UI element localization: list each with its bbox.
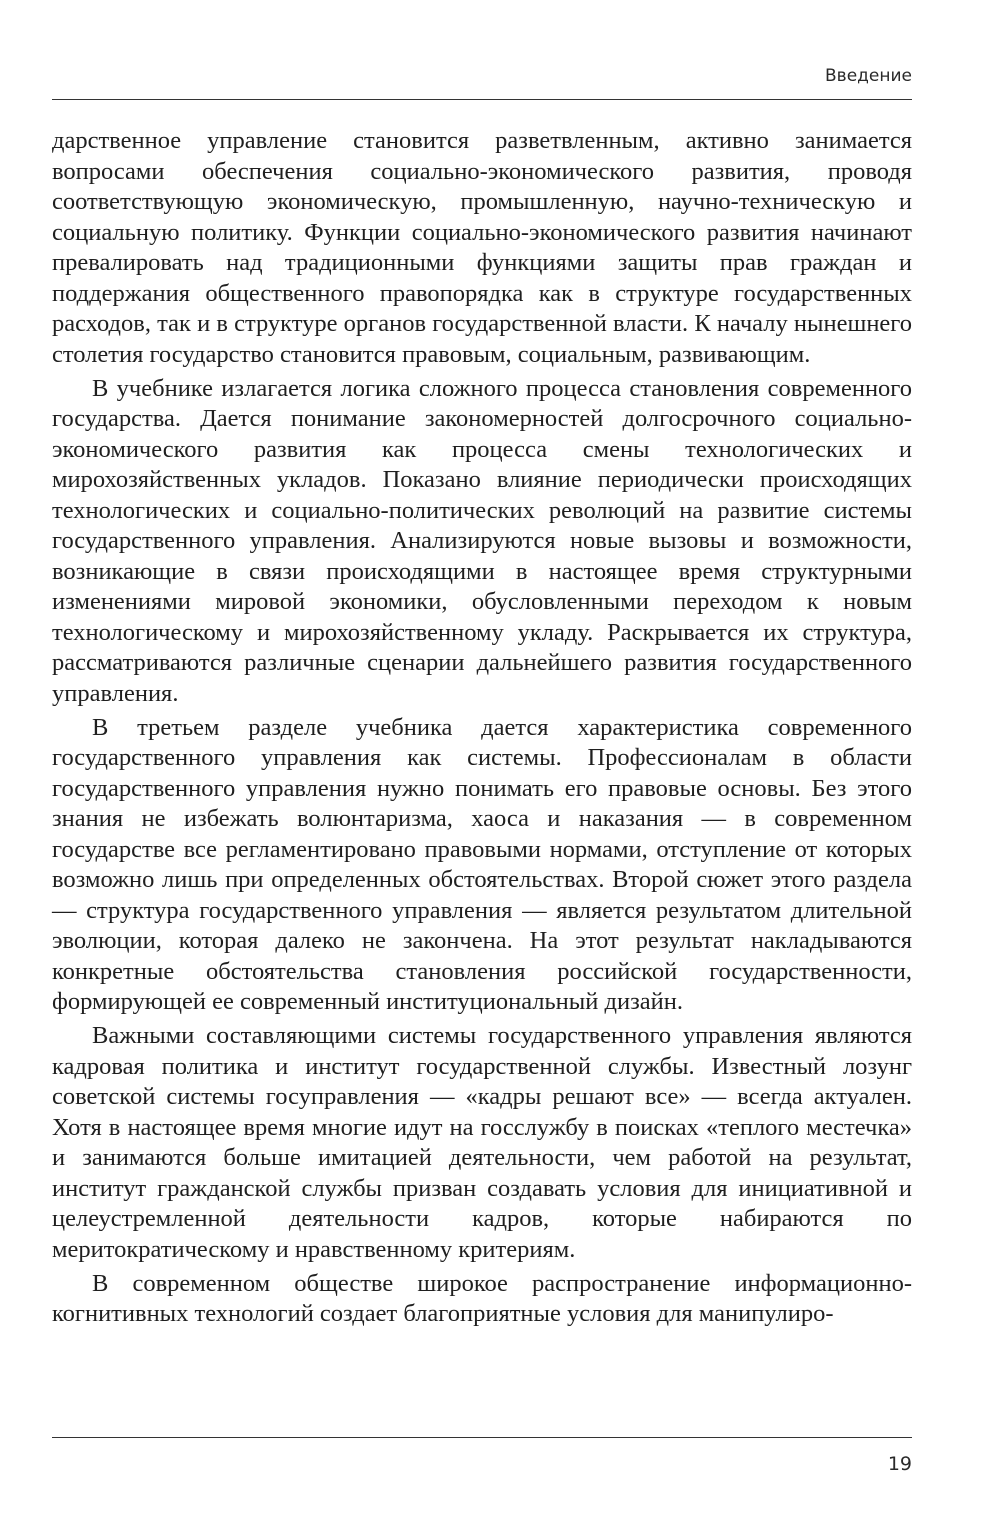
page-body xyxy=(52,126,912,1333)
paragraph: Важными составляющими системы государственного управления являются кадровая политика и институт государственной службы. Известный лозунг советской системы госуправления — «кадры решают все» — всегда актуален. Хотя в настоящее время многие идут на госслужбу в поисках «теплого местечка» и занимаются больше имитацией деятельности, чем работой на результат, институт гражданской службы призван создавать условия для инициативной и целеустремленной деятельности кадров, которые набираются по меритократическому и нравственному критериям. xyxy=(52,1022,912,1263)
paragraph-continuation: дарственное управление становится разветвленным, активно занимается вопросами обеспечения социально-экономического развития, проводя соответствующую экономическую, промышленную, научно-техническую и социальную политику. Функции социально-экономического развития начинают превалировать над традиционными функциями защиты прав граждан и поддержания общественного правопорядка как в структуре государственных расходов, так и в структуре органов государственной власти. К началу нынешнего столетия государство становится правовым, социальным, развивающим. xyxy=(52,127,912,368)
paragraph: В учебнике излагается логика сложного процесса становления современного государства. Дается понимание закономерностей долгосрочного социально-экономического развития как процесса смены технологических и мирохозяйственных укладов. Показано влияние периодически происходящих технологических и социально-политических революций на развитие системы государственного управления. Анализируются новые вызовы и возможности, возникающие в связи происходящими в настоящее время структурными изменениями мировой экономики, обусловленными переходом к новым технологическому и мирохозяйственному укладу. Раскрывается их структура, рассматриваются различные сценарии дальнейшего развития государственного управления. xyxy=(52,374,912,707)
paragraph: В третьем разделе учебника дается характеристика современного государственного управления как системы. Профессионалам в области государственного управления нужно понимать его правовые основы. Без этого знания не избежать волюнтаризма, хаоса и наказания — в современном государстве все регламентировано правовыми нормами, отступление от которых возможно лишь при определенных обстоятельствах. Второй сюжет этого раздела — структура государственного управления — является результатом длительной эволюции, которая далеко не закончена. На этот результат накладываются конкретные обстоятельства становления российской государственности, формирующей ее современный институциональный дизайн. xyxy=(52,713,912,1015)
paragraph: В современном обществе широкое распространение информационно-когнитивных технологий создает благоприятные условия для манипулиро- xyxy=(52,1269,912,1327)
running-header-title: Введение xyxy=(825,66,912,86)
page-number: 19 xyxy=(887,1453,912,1475)
footer-divider xyxy=(52,1437,912,1438)
header-divider xyxy=(52,99,912,100)
